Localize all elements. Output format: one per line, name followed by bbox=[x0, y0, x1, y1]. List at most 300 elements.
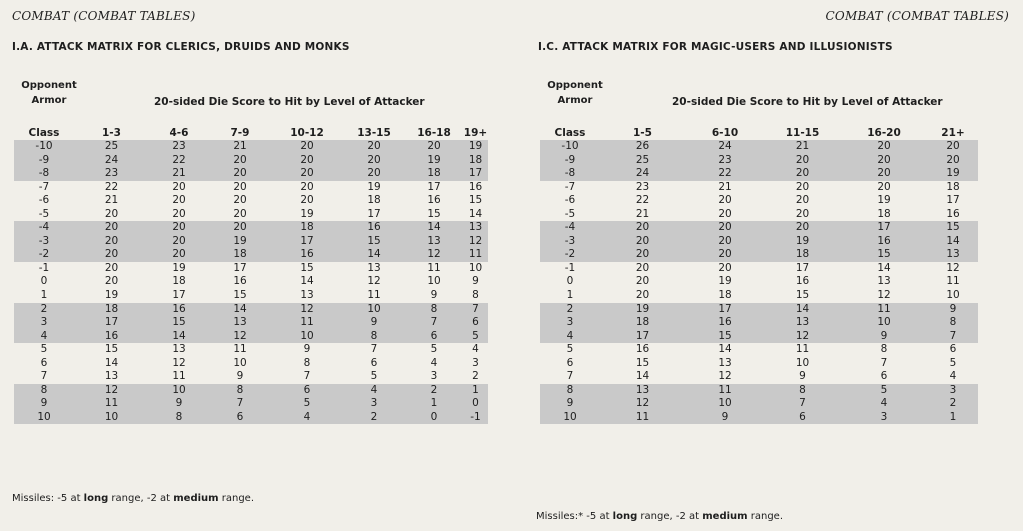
armor-class-cell: 6 bbox=[40, 356, 48, 369]
score-cell: 24 bbox=[685, 140, 765, 154]
score-cell: 20 bbox=[840, 167, 928, 181]
score-cell: 20 bbox=[685, 248, 765, 262]
score-cell: 16 bbox=[271, 248, 343, 262]
score-cell: 17 bbox=[74, 316, 149, 330]
score-cell: 12 bbox=[367, 275, 381, 288]
score-cell: 4 bbox=[840, 397, 928, 411]
score-cell: 4 bbox=[430, 356, 438, 369]
score-cell: 10 bbox=[149, 384, 209, 398]
score-cell: 8 bbox=[303, 356, 311, 369]
score-cell: 2 bbox=[343, 411, 405, 425]
armor-class-cell: -9 bbox=[540, 154, 600, 168]
score-cell: 24 bbox=[600, 167, 685, 181]
score-cell: 6 bbox=[271, 384, 343, 398]
score-cell: 10 bbox=[427, 275, 441, 288]
score-cell: 11 bbox=[367, 289, 381, 302]
score-cell: 20 bbox=[104, 261, 119, 274]
table-row bbox=[540, 275, 978, 289]
score-cell: 15 bbox=[635, 356, 650, 369]
score-cell: 20 bbox=[343, 154, 405, 168]
score-cell: 15 bbox=[928, 221, 978, 235]
score-cell: 3 bbox=[430, 370, 438, 383]
score-cell: 20 bbox=[840, 154, 928, 168]
level-header: 4-6 bbox=[169, 127, 189, 139]
score-cell: 8 bbox=[343, 330, 405, 344]
score-cell: 3 bbox=[840, 411, 928, 425]
score-cell: 14 bbox=[300, 275, 314, 288]
score-cell: 10 bbox=[795, 356, 810, 369]
table-row bbox=[540, 167, 978, 181]
score-cell: 15 bbox=[343, 235, 405, 249]
score-cell: 4 bbox=[343, 384, 405, 398]
score-cell: 19 bbox=[600, 303, 685, 317]
table-row bbox=[14, 303, 488, 317]
score-cell: 16 bbox=[343, 221, 405, 235]
level-header: 13-15 bbox=[357, 127, 391, 139]
armor-class-cell: 2 bbox=[14, 303, 74, 317]
score-cell: 20 bbox=[635, 289, 650, 302]
score-cell: 6 bbox=[463, 316, 488, 330]
score-cell: 18 bbox=[877, 207, 891, 220]
score-cell: 20 bbox=[209, 221, 271, 235]
score-cell: 12 bbox=[718, 370, 732, 383]
score-cell: 25 bbox=[74, 140, 149, 154]
score-cell: 23 bbox=[74, 167, 149, 181]
table-row bbox=[14, 316, 488, 330]
score-cell: 20 bbox=[600, 235, 685, 249]
armor-class-cell: 8 bbox=[14, 384, 74, 398]
score-cell: 20 bbox=[300, 180, 314, 193]
score-cell: 10 bbox=[74, 411, 149, 425]
armor-label: Armor bbox=[557, 95, 593, 106]
score-cell: 12 bbox=[271, 303, 343, 317]
score-cell: 8 bbox=[472, 289, 479, 302]
score-cell: 19 bbox=[718, 275, 732, 288]
score-cell: 0 bbox=[463, 397, 488, 411]
score-cell: 20 bbox=[149, 235, 209, 249]
score-cell: 20 bbox=[271, 154, 343, 168]
score-cell: 12 bbox=[405, 248, 463, 262]
score-cell: 13 bbox=[300, 289, 314, 302]
score-cell: 19 bbox=[209, 235, 271, 249]
score-cell: 17 bbox=[172, 289, 186, 302]
level-header: 1-5 bbox=[633, 127, 652, 139]
table-row bbox=[540, 370, 978, 384]
score-cell: 12 bbox=[172, 356, 186, 369]
score-cell: 11 bbox=[840, 303, 928, 317]
score-cell: 16 bbox=[635, 343, 650, 356]
score-cell: 9 bbox=[430, 289, 438, 302]
armor-class-header: Class bbox=[28, 127, 60, 139]
score-cell: 20 bbox=[209, 154, 271, 168]
score-cell: 12 bbox=[463, 235, 488, 249]
score-cell: 9 bbox=[303, 343, 311, 356]
score-cell: 10 bbox=[685, 397, 765, 411]
table-row bbox=[14, 140, 488, 154]
score-cell: 21 bbox=[718, 180, 732, 193]
level-header: 16-18 bbox=[417, 127, 451, 139]
score-cell: 14 bbox=[405, 221, 463, 235]
score-cell: 18 bbox=[172, 275, 186, 288]
die-score-header: 20-sided Die Score to Hit by Level of Attacker bbox=[672, 96, 943, 108]
score-cell: 13 bbox=[718, 356, 732, 369]
score-cell: 0 bbox=[405, 411, 463, 425]
score-cell: 4 bbox=[472, 343, 479, 356]
score-cell: 3 bbox=[343, 397, 405, 411]
table-row bbox=[14, 343, 488, 357]
armor-class-cell: 9 bbox=[14, 397, 74, 411]
score-cell: 20 bbox=[172, 180, 186, 193]
armor-class-cell: 8 bbox=[540, 384, 600, 398]
score-cell: 22 bbox=[685, 167, 765, 181]
score-cell: 9 bbox=[928, 303, 978, 317]
score-cell: 6 bbox=[949, 343, 957, 356]
score-cell: 13 bbox=[172, 343, 186, 356]
score-cell: 20 bbox=[271, 167, 343, 181]
score-cell: 20 bbox=[300, 194, 314, 207]
score-cell: 17 bbox=[367, 207, 381, 220]
opponent-label: Opponent bbox=[21, 80, 77, 91]
score-cell: 7 bbox=[765, 397, 840, 411]
score-cell: 5 bbox=[949, 356, 957, 369]
score-cell: 15 bbox=[149, 316, 209, 330]
score-cell: 19 bbox=[300, 207, 314, 220]
score-cell: 19 bbox=[405, 154, 463, 168]
level-header: 11-15 bbox=[785, 127, 820, 139]
score-cell: 16 bbox=[233, 275, 247, 288]
score-cell: 23 bbox=[685, 154, 765, 168]
armor-label: Armor bbox=[31, 95, 67, 106]
score-cell: 16 bbox=[427, 194, 441, 207]
score-cell: 11 bbox=[795, 343, 810, 356]
score-cell: 23 bbox=[149, 140, 209, 154]
opponent-label: Opponent bbox=[547, 80, 603, 91]
table-row bbox=[14, 357, 488, 371]
score-cell: 15 bbox=[233, 289, 247, 302]
score-cell: 20 bbox=[149, 248, 209, 262]
score-cell: 1 bbox=[463, 384, 488, 398]
score-cell: 7 bbox=[405, 316, 463, 330]
score-cell: 18 bbox=[718, 289, 732, 302]
score-cell: 2 bbox=[472, 370, 479, 383]
score-cell: 16 bbox=[149, 303, 209, 317]
page-header-right: COMBAT (COMBAT TABLES) bbox=[825, 9, 1009, 23]
score-cell: 20 bbox=[877, 180, 891, 193]
score-cell: 20 bbox=[795, 180, 810, 193]
score-cell: 5 bbox=[840, 384, 928, 398]
score-cell: 7 bbox=[928, 330, 978, 344]
table-row bbox=[540, 194, 978, 208]
score-cell: 11 bbox=[172, 370, 186, 383]
armor-class-cell: 10 bbox=[540, 411, 600, 425]
armor-class-cell: -5 bbox=[38, 207, 50, 220]
level-header: 16-20 bbox=[867, 127, 901, 139]
table-row bbox=[14, 397, 488, 411]
armor-class-cell: 3 bbox=[540, 316, 600, 330]
table-row bbox=[540, 397, 978, 411]
armor-class-cell: -3 bbox=[14, 235, 74, 249]
score-cell: 11 bbox=[427, 261, 441, 274]
score-cell: 11 bbox=[685, 384, 765, 398]
armor-class-cell: 0 bbox=[40, 275, 48, 288]
score-cell: 13 bbox=[209, 316, 271, 330]
table-row bbox=[540, 384, 978, 398]
score-cell: 1 bbox=[928, 411, 978, 425]
score-cell: 7 bbox=[370, 343, 378, 356]
score-cell: 8 bbox=[880, 343, 888, 356]
score-cell: 9 bbox=[236, 370, 244, 383]
score-cell: 9 bbox=[472, 275, 479, 288]
score-cell: 20 bbox=[104, 275, 119, 288]
table-row bbox=[14, 208, 488, 222]
missile-note-magic-users: Missiles:* -5 at long range, -2 at medium range. bbox=[536, 511, 784, 522]
score-cell: 17 bbox=[795, 261, 810, 274]
score-cell: 16 bbox=[795, 275, 810, 288]
score-cell: 20 bbox=[172, 207, 186, 220]
score-cell: 18 bbox=[271, 221, 343, 235]
score-cell: 12 bbox=[74, 384, 149, 398]
score-cell: 20 bbox=[718, 261, 732, 274]
score-cell: 6 bbox=[880, 370, 888, 383]
score-cell: 8 bbox=[405, 303, 463, 317]
score-cell: 19 bbox=[765, 235, 840, 249]
score-cell: 11 bbox=[600, 411, 685, 425]
score-cell: 13 bbox=[104, 370, 119, 383]
table-row bbox=[540, 303, 978, 317]
score-cell: 20 bbox=[928, 154, 978, 168]
score-cell: 8 bbox=[149, 411, 209, 425]
armor-class-cell: -3 bbox=[540, 235, 600, 249]
armor-class-cell: 0 bbox=[566, 275, 574, 288]
armor-class-cell: 2 bbox=[540, 303, 600, 317]
score-cell: 23 bbox=[635, 180, 650, 193]
score-cell: 17 bbox=[233, 261, 247, 274]
score-cell: 19 bbox=[877, 194, 891, 207]
score-cell: 6 bbox=[765, 411, 840, 425]
armor-class-cell: 4 bbox=[14, 330, 74, 344]
score-cell: 15 bbox=[427, 207, 441, 220]
score-cell: 20 bbox=[718, 194, 732, 207]
score-cell: 17 bbox=[685, 303, 765, 317]
table-row bbox=[540, 248, 978, 262]
score-cell: 20 bbox=[600, 221, 685, 235]
attack-table-clerics bbox=[14, 126, 488, 424]
armor-class-cell: -6 bbox=[564, 194, 576, 207]
table-row bbox=[14, 167, 488, 181]
armor-class-cell: 7 bbox=[40, 370, 48, 383]
table-row bbox=[14, 181, 488, 195]
score-cell: 18 bbox=[600, 316, 685, 330]
score-cell: 20 bbox=[343, 167, 405, 181]
level-header: 6-10 bbox=[711, 127, 739, 139]
score-cell: 17 bbox=[600, 330, 685, 344]
table-row bbox=[14, 370, 488, 384]
armor-class-cell: -2 bbox=[14, 248, 74, 262]
armor-class-cell: 1 bbox=[40, 289, 48, 302]
score-cell: 20 bbox=[765, 154, 840, 168]
score-cell: 5 bbox=[430, 343, 438, 356]
section-title-magic-users: I.C. ATTACK MATRIX FOR MAGIC-USERS AND ILLUSIONISTS bbox=[538, 41, 893, 53]
score-cell: 6 bbox=[405, 330, 463, 344]
score-cell: 20 bbox=[635, 275, 650, 288]
armor-class-cell: -8 bbox=[14, 167, 74, 181]
score-cell: 13 bbox=[367, 261, 381, 274]
score-cell: 9 bbox=[343, 316, 405, 330]
armor-class-cell: -2 bbox=[540, 248, 600, 262]
level-header: 21+ bbox=[941, 127, 965, 139]
score-cell: 18 bbox=[209, 248, 271, 262]
table-row bbox=[14, 221, 488, 235]
armor-class-cell: -7 bbox=[564, 180, 576, 193]
score-cell: 18 bbox=[946, 180, 960, 193]
armor-class-cell: 5 bbox=[40, 343, 48, 356]
table-row bbox=[14, 154, 488, 168]
table-row bbox=[14, 194, 488, 208]
score-cell: 17 bbox=[946, 194, 960, 207]
score-cell: 3 bbox=[472, 356, 479, 369]
score-cell: 25 bbox=[600, 154, 685, 168]
score-cell: 21 bbox=[104, 194, 119, 207]
score-cell: 10 bbox=[233, 356, 247, 369]
score-cell: 13 bbox=[405, 235, 463, 249]
score-cell: 10 bbox=[468, 261, 483, 274]
table-row bbox=[540, 154, 978, 168]
score-cell: 21 bbox=[635, 207, 650, 220]
score-cell: 4 bbox=[271, 411, 343, 425]
armor-class-cell: 7 bbox=[566, 370, 574, 383]
score-cell: 10 bbox=[343, 303, 405, 317]
armor-class-cell: 9 bbox=[540, 397, 600, 411]
armor-class-cell: -8 bbox=[540, 167, 600, 181]
score-cell: 12 bbox=[765, 330, 840, 344]
score-cell: 20 bbox=[718, 207, 732, 220]
score-cell: 5 bbox=[463, 330, 488, 344]
score-cell: 20 bbox=[233, 207, 247, 220]
table-row bbox=[540, 411, 978, 425]
score-cell: 14 bbox=[343, 248, 405, 262]
score-cell: 2 bbox=[928, 397, 978, 411]
level-header: 1-3 bbox=[102, 127, 121, 139]
score-cell: 20 bbox=[635, 261, 650, 274]
score-cell: 20 bbox=[172, 194, 186, 207]
table-row bbox=[540, 330, 978, 344]
score-cell: 14 bbox=[468, 207, 483, 220]
score-cell: 10 bbox=[271, 330, 343, 344]
score-cell: 20 bbox=[74, 235, 149, 249]
score-cell: 24 bbox=[74, 154, 149, 168]
score-cell: 12 bbox=[946, 261, 960, 274]
die-score-header: 20-sided Die Score to Hit by Level of Attacker bbox=[154, 96, 425, 108]
table-row bbox=[14, 411, 488, 425]
score-cell: -1 bbox=[463, 411, 488, 425]
score-cell: 20 bbox=[74, 221, 149, 235]
level-header: 10-12 bbox=[290, 127, 324, 139]
score-cell: 17 bbox=[271, 235, 343, 249]
armor-class-cell: 4 bbox=[540, 330, 600, 344]
score-cell: 19 bbox=[104, 289, 119, 302]
score-cell: 16 bbox=[685, 316, 765, 330]
armor-class-cell: -4 bbox=[540, 221, 600, 235]
armor-class-cell: 10 bbox=[14, 411, 74, 425]
score-cell: 8 bbox=[928, 316, 978, 330]
score-cell: 20 bbox=[233, 194, 247, 207]
armor-class-cell: -1 bbox=[564, 261, 576, 274]
score-cell: 20 bbox=[685, 235, 765, 249]
score-cell: 15 bbox=[300, 261, 314, 274]
attack-table-magic-users bbox=[540, 126, 978, 424]
score-cell: 12 bbox=[877, 289, 891, 302]
score-cell: 21 bbox=[149, 167, 209, 181]
score-cell: 22 bbox=[104, 180, 119, 193]
table-row bbox=[14, 235, 488, 249]
score-cell: 7 bbox=[303, 370, 311, 383]
section-title-clerics: I.A. ATTACK MATRIX FOR CLERICS, DRUIDS AND MONKS bbox=[12, 41, 350, 53]
score-cell: 6 bbox=[209, 411, 271, 425]
score-cell: 19 bbox=[172, 261, 186, 274]
armor-class-cell: 3 bbox=[14, 316, 74, 330]
score-cell: 4 bbox=[949, 370, 957, 383]
score-cell: 15 bbox=[840, 248, 928, 262]
page-header-left: COMBAT (COMBAT TABLES) bbox=[12, 9, 196, 23]
score-cell: 16 bbox=[468, 180, 483, 193]
armor-class-cell: -4 bbox=[14, 221, 74, 235]
table-row bbox=[540, 343, 978, 357]
armor-class-cell: 5 bbox=[566, 343, 574, 356]
score-cell: 20 bbox=[600, 248, 685, 262]
score-cell: 13 bbox=[765, 316, 840, 330]
score-cell: 7 bbox=[463, 303, 488, 317]
score-cell: 20 bbox=[209, 167, 271, 181]
score-cell: 22 bbox=[149, 154, 209, 168]
score-cell: 14 bbox=[149, 330, 209, 344]
table-row bbox=[540, 208, 978, 222]
score-cell: 21 bbox=[209, 140, 271, 154]
armor-class-cell: -10 bbox=[14, 140, 74, 154]
score-cell: 15 bbox=[795, 289, 810, 302]
table-row bbox=[540, 262, 978, 276]
score-cell: 21 bbox=[765, 140, 840, 154]
score-cell: 20 bbox=[271, 140, 343, 154]
score-cell: 8 bbox=[209, 384, 271, 398]
score-cell: 18 bbox=[765, 248, 840, 262]
score-cell: 12 bbox=[209, 330, 271, 344]
table-row bbox=[540, 357, 978, 371]
score-cell: 20 bbox=[765, 221, 840, 235]
score-cell: 17 bbox=[427, 180, 441, 193]
score-cell: 20 bbox=[149, 221, 209, 235]
armor-class-cell: -10 bbox=[540, 140, 600, 154]
score-cell: 10 bbox=[840, 316, 928, 330]
armor-class-cell: -6 bbox=[38, 194, 50, 207]
score-cell: 1 bbox=[405, 397, 463, 411]
score-cell: 18 bbox=[463, 154, 488, 168]
score-cell: 20 bbox=[685, 221, 765, 235]
armor-class-cell: 1 bbox=[566, 289, 574, 302]
score-cell: 20 bbox=[928, 140, 978, 154]
score-cell: 15 bbox=[685, 330, 765, 344]
score-cell: 13 bbox=[928, 248, 978, 262]
table-row bbox=[540, 181, 978, 195]
score-cell: 13 bbox=[877, 275, 891, 288]
table-row bbox=[14, 289, 488, 303]
score-cell: 20 bbox=[765, 167, 840, 181]
score-cell: 17 bbox=[840, 221, 928, 235]
score-cell: 19 bbox=[928, 167, 978, 181]
table-row bbox=[14, 248, 488, 262]
score-cell: 14 bbox=[209, 303, 271, 317]
armor-class-cell: 6 bbox=[566, 356, 574, 369]
score-cell: 15 bbox=[104, 343, 119, 356]
